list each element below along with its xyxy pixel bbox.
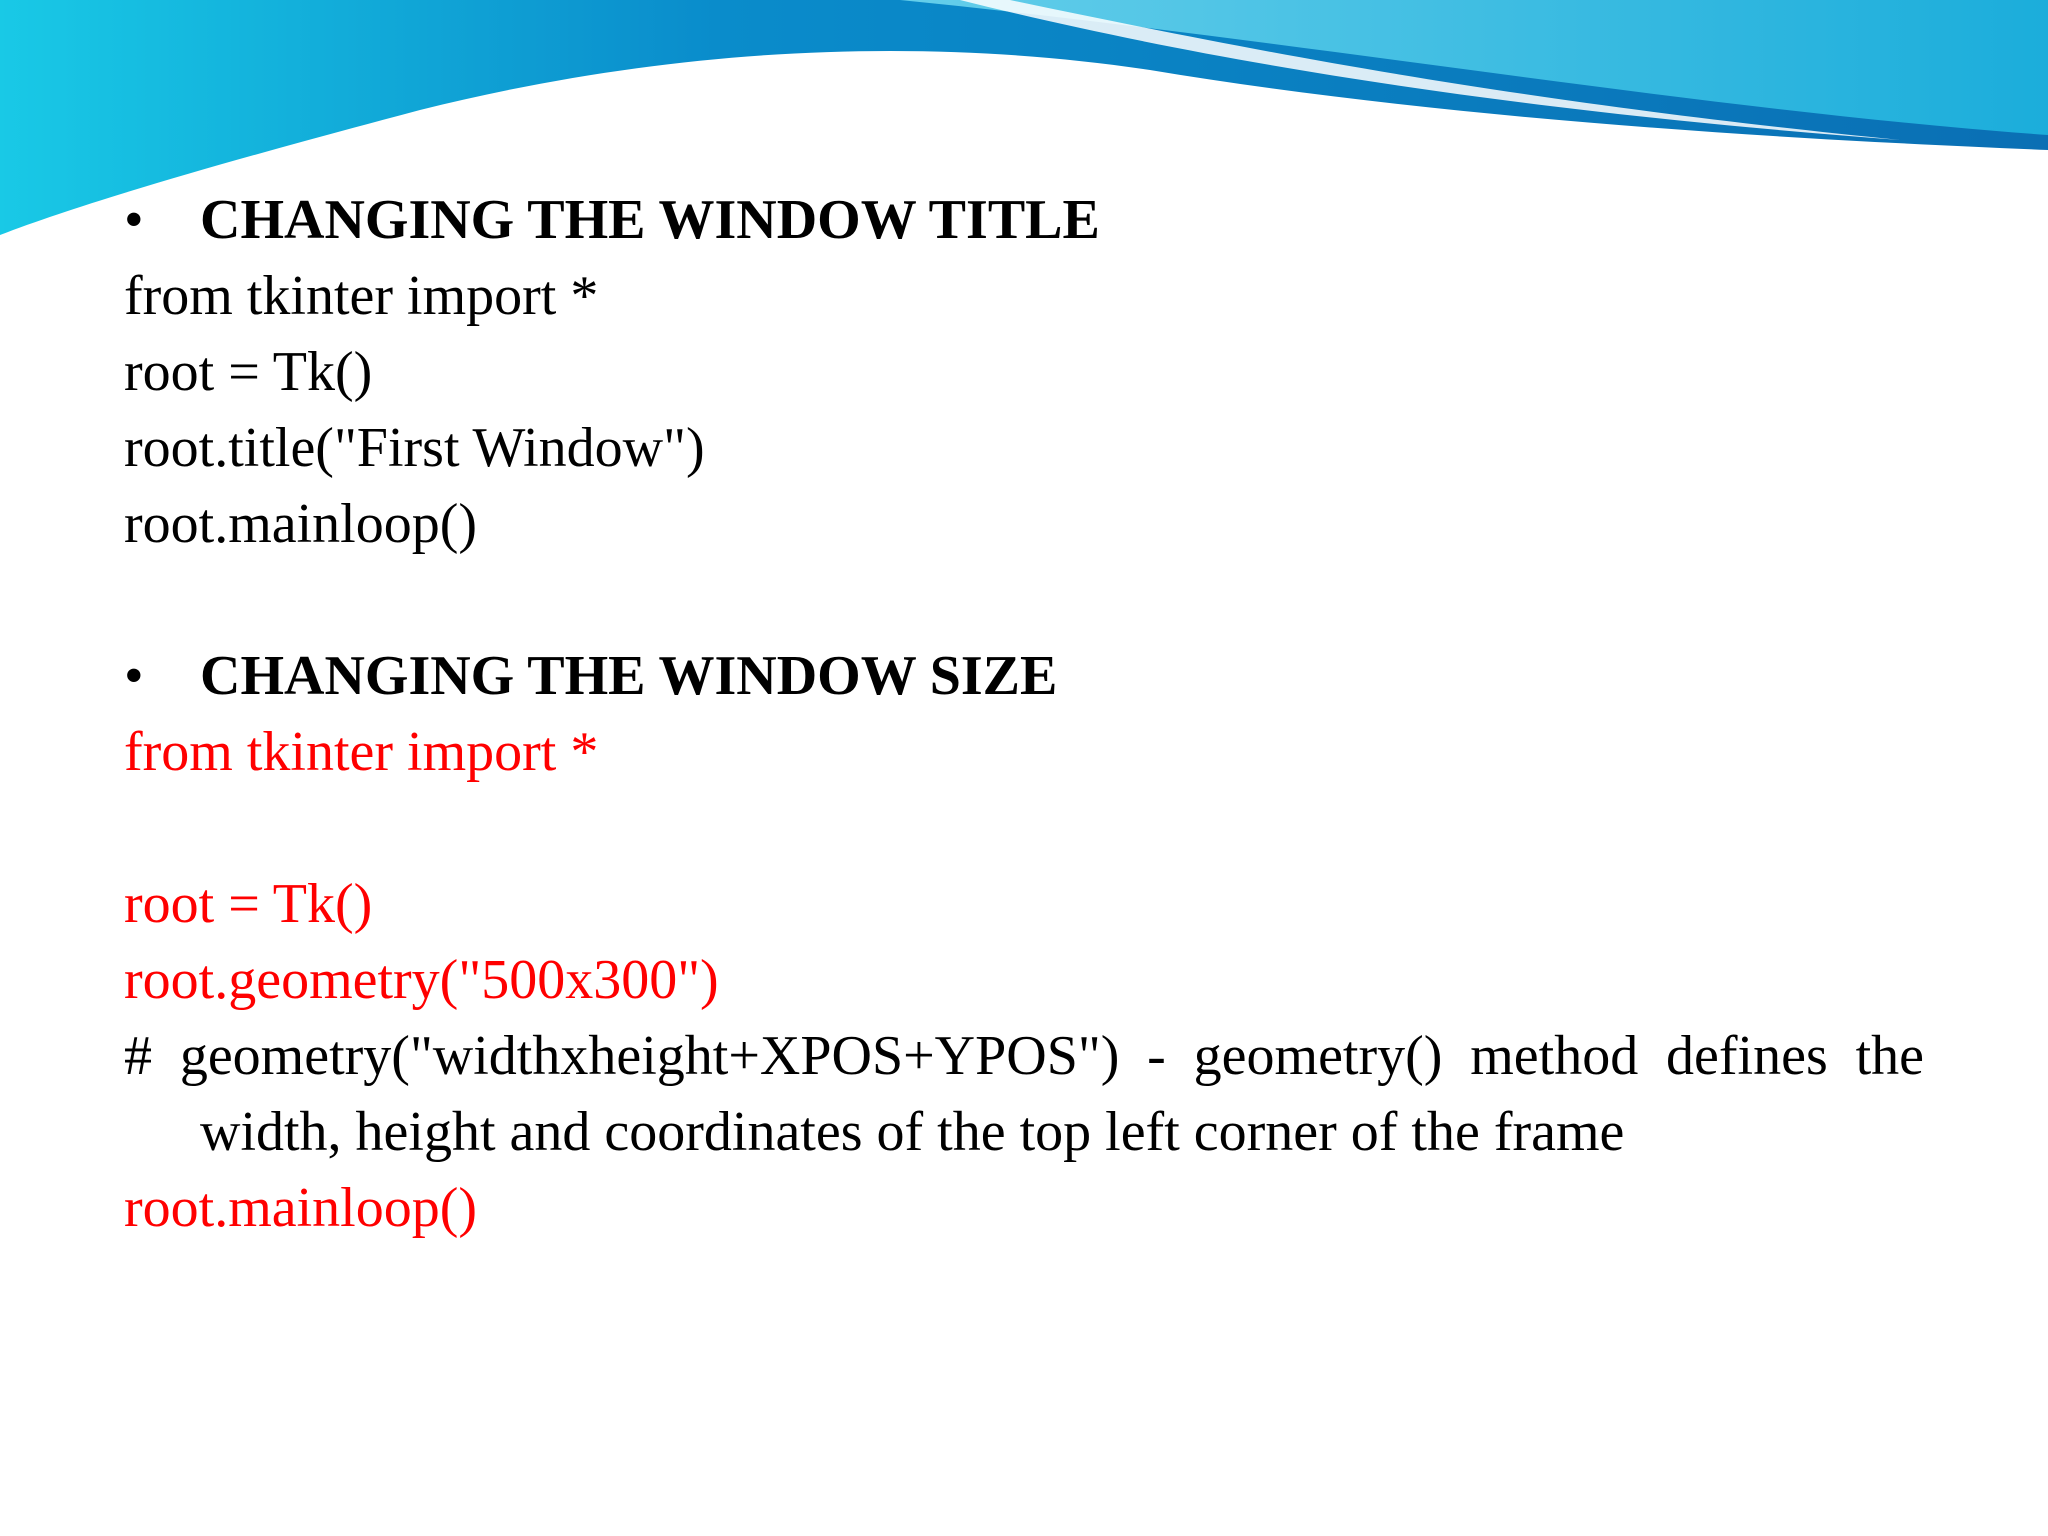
- code-line: root.title("First Window"): [124, 417, 705, 479]
- section1-heading: [124, 182, 1924, 258]
- section2-heading-text: CHANGING THE WINDOW SIZE: [200, 645, 1058, 707]
- bullet-icon: •: [124, 189, 144, 251]
- spacer: [124, 790, 1924, 866]
- section2-heading: [124, 638, 1924, 714]
- code-comment-continuation: width, height and coordinates of the top left corner of the frame: [200, 1101, 1625, 1163]
- code-line-geometry: root.geometry("500x300"): [124, 949, 719, 1011]
- code-line-mainloop: root.mainloop(): [124, 1177, 478, 1239]
- code-line: root = Tk(): [124, 341, 373, 403]
- code-line: from tkinter import *: [124, 265, 599, 327]
- code-line-import: from tkinter import *: [124, 721, 599, 783]
- code-line-root: root = Tk(): [124, 873, 373, 935]
- spacer: [124, 562, 1924, 638]
- section1-heading-text: CHANGING THE WINDOW TITLE: [200, 189, 1100, 251]
- code-line: root.mainloop(): [124, 493, 478, 555]
- code-comment: # geometry("widthxheight+XPOS+YPOS") - geometry() method defines the: [124, 1025, 1924, 1087]
- slide-content: [124, 182, 1924, 1246]
- bullet-icon: •: [124, 645, 144, 707]
